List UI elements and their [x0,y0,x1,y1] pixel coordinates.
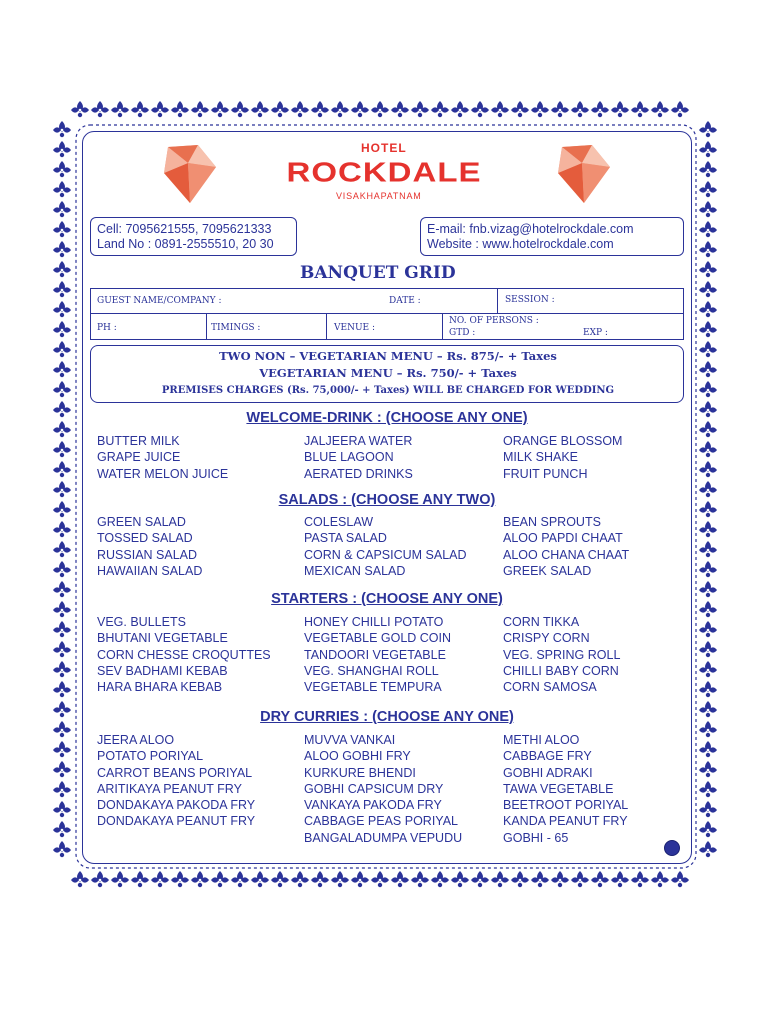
menu-column [503,433,622,482]
border-flourish-icon [53,781,71,797]
border-flourish-icon [351,101,369,117]
menu-item: FRUIT PUNCH [503,466,588,481]
border-flourish-icon [91,101,109,117]
exp-field: EXP : [583,328,608,338]
menu-column [503,614,620,695]
menu-item: GOBHI CAPSICUM DRY [304,781,444,796]
border-flourish-icon [251,871,269,887]
guest-name-field: GUEST NAME/COMPANY : [97,296,222,306]
menu-item: TAWA VEGETABLE [503,781,614,796]
border-flourish-icon [491,101,509,117]
border-flourish-icon [611,871,629,887]
border-flourish-icon [699,461,717,477]
border-flourish-icon [53,181,71,197]
border-flourish-icon [699,181,717,197]
border-flourish-icon [671,101,689,117]
border-flourish-icon [611,101,629,117]
menu-item: CORN & CAPSICUM SALAD [304,547,467,562]
menu-item: PASTA SALAD [304,531,387,546]
border-flourish-icon [699,661,717,677]
border-flourish-icon [699,741,717,757]
menu-item: CABBAGE FRY [503,749,592,764]
border-flourish-icon [591,871,609,887]
menu-item: VEGETABLE TEMPURA [304,680,442,695]
border-flourish-icon [53,161,71,177]
menu-item: MILK SHAKE [503,450,579,465]
border-flourish-icon [551,101,569,117]
border-flourish-icon [699,821,717,837]
menu-item: CORN TIKKA [503,615,580,629]
menu-item: VEG. SPRING ROLL [503,647,621,662]
border-flourish-icon [511,101,529,117]
border-flourish-icon [53,201,71,217]
menu-item: HONEY CHILLI POTATO [304,615,444,629]
border-flourish-icon [311,871,329,887]
gtd-field: GTD : [449,328,476,338]
border-flourish-icon [451,101,469,117]
border-flourish-icon [53,141,71,157]
menu-item: VEG. BULLETS [97,615,186,629]
border-flourish-icon [699,601,717,617]
phone-box [90,217,297,256]
border-flourish-icon [699,201,717,217]
menu-item: GOBHI ADRAKI [503,765,593,780]
border-flourish-icon [53,381,71,397]
border-flourish-icon [53,241,71,257]
city-label: VISAKHAPATNAM [336,191,422,201]
section-heading: WELCOME-DRINK : (CHOOSE ANY ONE) [246,410,528,426]
page-corner-dot [664,840,680,856]
border-flourish-icon [371,871,389,887]
menu-item: JALJEERA WATER [304,434,413,448]
border-flourish-icon [699,381,717,397]
border-flourish-icon [53,401,71,417]
border-flourish-icon [291,101,309,117]
border-flourish-icon [491,871,509,887]
border-flourish-icon [671,871,689,887]
border-flourish-icon [699,481,717,497]
border-flourish-icon [699,641,717,657]
border-flourish-icon [53,321,71,337]
border-flourish-icon [291,871,309,887]
diamond-logo-icon [552,143,616,205]
border-flourish-icon [53,761,71,777]
border-flourish-icon [699,441,717,457]
border-flourish-icon [699,281,717,297]
menu-item: VANKAYA PAKODA FRY [304,798,442,813]
menu-item: MEXICAN SALAD [304,563,406,578]
section-heading: SALADS : (CHOOSE ANY TWO) [278,492,496,508]
border-flourish-icon [211,871,229,887]
border-flourish-icon [53,561,71,577]
border-flourish-icon [71,101,89,117]
border-flourish-icon [511,871,529,887]
border-flourish-icon [71,871,89,887]
session-field: SESSION : [505,295,555,305]
menu-item: POTATO PORIYAL [97,749,204,764]
menu-item: BEAN SPROUTS [503,515,601,529]
menu-item: BHUTANI VEGETABLE [97,631,228,646]
border-flourish-icon [631,101,649,117]
border-flourish-icon [331,871,349,887]
hotel-label: HOTEL [361,141,407,155]
menu-item: GOBHI - 65 [503,830,569,845]
menu-item: RUSSIAN SALAD [97,547,198,562]
menu-item: KANDA PEANUT FRY [503,814,628,829]
border-flourish-icon [91,871,109,887]
border-flourish-icon [651,101,669,117]
menu-item: TANDOORI VEGETABLE [304,647,446,662]
border-flourish-icon [53,301,71,317]
border-flourish-icon [411,101,429,117]
border-flourish-icon [699,761,717,777]
menu-item: DONDAKAYA PEANUT FRY [97,814,256,829]
border-flourish-icon [53,821,71,837]
border-flourish-icon [699,321,717,337]
border-flourish-icon [191,101,209,117]
border-flourish-icon [699,721,717,737]
border-flourish-icon [53,701,71,717]
border-flourish-icon [571,101,589,117]
border-flourish-icon [53,721,71,737]
section-heading: STARTERS : (CHOOSE ANY ONE) [271,591,503,607]
menu-item: GRAPE JUICE [97,450,181,465]
menu-item: CHILLI BABY CORN [503,663,619,678]
border-flourish-icon [53,681,71,697]
menu-item: ALOO CHANA CHAAT [503,547,630,562]
menu-item: SEV BADHAMI KEBAB [97,663,228,678]
border-flourish-icon [271,871,289,887]
border-flourish-icon [471,871,489,887]
border-flourish-icon [53,221,71,237]
border-flourish-icon [53,361,71,377]
border-flourish-icon [53,501,71,517]
menu-item: VEGETABLE GOLD COIN [304,631,452,646]
border-flourish-icon [571,871,589,887]
border-flourish-icon [53,441,71,457]
border-flourish-icon [53,461,71,477]
border-flourish-icon [53,521,71,537]
menu-item: ALOO GOBHI FRY [304,749,411,764]
menu-column [304,514,467,579]
border-flourish-icon [53,481,71,497]
border-flourish-icon [699,541,717,557]
border-flourish-icon [231,101,249,117]
border-flourish-icon [471,101,489,117]
landline-numbers: Land No : 0891-2555510, 20 30 [97,237,274,251]
border-flourish-icon [171,871,189,887]
pricing-box [90,345,684,403]
border-flourish-icon [431,871,449,887]
border-flourish-icon [699,521,717,537]
border-flourish-icon [53,581,71,597]
menu-item: KURKURE BHENDI [304,765,416,780]
border-flourish-icon [451,871,469,887]
border-flourish-icon [699,301,717,317]
menu-column [97,732,255,830]
menu-item: COLESLAW [304,515,374,529]
phone-field: PH : [97,323,117,333]
menu-column [304,732,462,846]
menu-column [304,433,413,482]
date-field: DATE : [389,296,421,306]
premises-charges: PREMISES CHARGES (Rs. 75,000/- + Taxes) WILL BE CHARGED FOR WEDDING [161,385,615,396]
cell-numbers: Cell: 7095621555, 7095621333 [97,222,272,236]
border-flourish-icon [311,101,329,117]
menu-column [503,732,628,846]
venue-field: VENUE : [334,323,375,333]
border-flourish-icon [231,871,249,887]
border-flourish-icon [699,161,717,177]
border-flourish-icon [251,101,269,117]
border-flourish-icon [651,871,669,887]
menu-item: CRISPY CORN [503,631,590,646]
menu-column [503,514,629,579]
menu-item: BLUE LAGOON [304,450,394,465]
menu-column [97,433,228,482]
border-flourish-icon [53,341,71,357]
menu-item: AERATED DRINKS [304,466,413,481]
border-flourish-icon [431,101,449,117]
border-flourish-icon [53,661,71,677]
border-flourish-icon [699,361,717,377]
border-flourish-icon [151,871,169,887]
menu-item: DONDAKAYA PAKODA FRY [97,798,256,813]
timings-field: TIMINGS : [211,323,261,333]
border-flourish-icon [531,871,549,887]
section-heading: DRY CURRIES : (CHOOSE ANY ONE) [260,709,514,725]
border-flourish-icon [53,841,71,857]
menu-item: CORN CHESSE CROQUTTES [97,647,271,662]
menu-item: CABBAGE PEAS PORIYAL [304,814,458,829]
border-flourish-icon [53,601,71,617]
border-flourish-icon [53,741,71,757]
border-flourish-icon [699,621,717,637]
border-flourish-icon [699,421,717,437]
border-flourish-icon [699,141,717,157]
border-flourish-icon [271,101,289,117]
border-flourish-icon [131,101,149,117]
border-flourish-icon [53,281,71,297]
border-flourish-icon [699,501,717,517]
menu-item: WATER MELON JUICE [97,466,229,481]
border-flourish-icon [699,341,717,357]
border-flourish-icon [391,871,409,887]
border-flourish-icon [699,261,717,277]
border-flourish-icon [211,101,229,117]
border-flourish-icon [699,401,717,417]
border-flourish-icon [53,421,71,437]
page-title: BANQUET GRID [300,263,456,283]
menu-item: MUVVA VANKAI [304,733,396,747]
menu-item: BUTTER MILK [97,434,180,448]
persons-field: NO. OF PERSONS : [449,316,539,326]
menu-column [97,614,271,695]
border-flourish-icon [699,581,717,597]
border-flourish-icon [151,101,169,117]
menu-item: VEG. SHANGHAI ROLL [304,663,439,678]
menu-item: TOSSED SALAD [97,531,193,546]
border-flourish-icon [53,121,71,137]
menu-item: CORN SAMOSA [503,680,597,695]
border-flourish-icon [699,701,717,717]
border-flourish-icon [699,801,717,817]
non-veg-price: TWO NON – VEGETARIAN MENU – Rs. 875/- + Taxes [219,349,557,363]
border-flourish-icon [371,101,389,117]
menu-item: JEERA ALOO [97,733,175,747]
border-flourish-icon [53,541,71,557]
menu-column [304,614,451,695]
border-flourish-icon [699,781,717,797]
menu-item: ALOO PAPDI CHAAT [503,531,623,546]
border-flourish-icon [331,101,349,117]
border-flourish-icon [699,221,717,237]
website-address: Website : www.hotelrockdale.com [427,237,614,251]
menu-item: ORANGE BLOSSOM [503,434,623,448]
border-flourish-icon [351,871,369,887]
menu-item: HARA BHARA KEBAB [97,680,223,695]
booking-grid [90,288,684,340]
border-flourish-icon [53,261,71,277]
border-flourish-icon [411,871,429,887]
menu-item: BEETROOT PORIYAL [503,798,629,813]
border-flourish-icon [699,121,717,137]
menu-column [97,514,202,579]
border-flourish-icon [111,101,129,117]
menu-item: CARROT BEANS PORIYAL [97,765,253,780]
menu-item: GREEN SALAD [97,515,186,529]
border-flourish-icon [111,871,129,887]
border-flourish-icon [551,871,569,887]
border-flourish-icon [191,871,209,887]
border-flourish-icon [531,101,549,117]
diamond-logo-icon [158,143,222,205]
border-flourish-icon [699,241,717,257]
menu-item: BANGALADUMPA VEPUDU [304,830,463,845]
email-box [420,217,684,256]
menu-item: GREEK SALAD [503,563,592,578]
border-flourish-icon [699,561,717,577]
border-flourish-icon [131,871,149,887]
border-flourish-icon [391,101,409,117]
border-flourish-icon [699,841,717,857]
menu-item: ARITIKAYA PEANUT FRY [97,781,242,796]
border-flourish-icon [53,641,71,657]
brand-name: ROCKDALE [286,155,482,188]
border-flourish-icon [53,801,71,817]
border-flourish-icon [591,101,609,117]
veg-price: VEGETARIAN MENU – Rs. 750/- + Taxes [259,366,517,380]
email-address: E-mail: fnb.vizag@hotelrockdale.com [427,222,634,236]
border-flourish-icon [53,621,71,637]
menu-item: METHI ALOO [503,733,580,747]
border-flourish-icon [699,681,717,697]
menu-item: HAWAIIAN SALAD [97,563,203,578]
border-flourish-icon [631,871,649,887]
border-flourish-icon [171,101,189,117]
